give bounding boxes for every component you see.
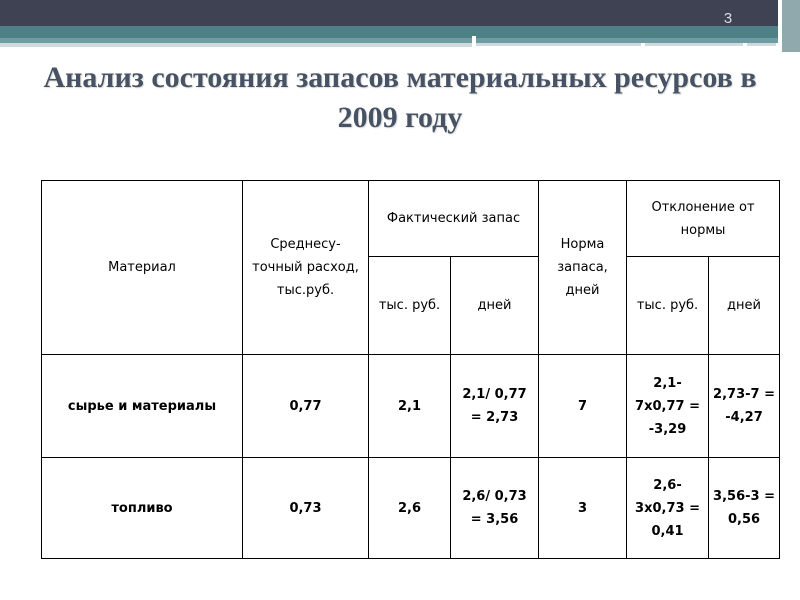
header-divider bbox=[0, 43, 472, 47]
header-material: Материал bbox=[42, 181, 243, 355]
table-header-row bbox=[42, 181, 780, 257]
cell-actual-days: 2,1/ 0,77 = 2,73 bbox=[451, 355, 539, 458]
slide-title: Анализ состояния запасов материальных ресурсов в 2009 году bbox=[43, 61, 757, 134]
cell-dev-days: 2,73-7 = -4,27 bbox=[709, 355, 780, 458]
cell-avg-daily: 0,77 bbox=[243, 355, 369, 458]
table-row bbox=[42, 458, 780, 559]
header-divider bbox=[476, 43, 641, 46]
cell-material: сырье и материалы bbox=[42, 355, 243, 458]
header-deviation: Отклонение от нормы bbox=[627, 181, 780, 257]
stock-analysis-table bbox=[41, 180, 780, 559]
header-divider bbox=[645, 43, 743, 46]
table-row bbox=[42, 355, 780, 458]
cell-dev-rub: 2,6-3x0,73 = 0,41 bbox=[627, 458, 709, 559]
header-actual-rub: тыс. руб. bbox=[369, 257, 451, 355]
header-actual-days: дней bbox=[451, 257, 539, 355]
header-dev-days: дней bbox=[709, 257, 780, 355]
cell-dev-rub: 2,1-7x0,77 = -3,29 bbox=[627, 355, 709, 458]
cell-actual-rub: 2,1 bbox=[369, 355, 451, 458]
header-side-panel bbox=[782, 0, 800, 52]
cell-norm: 7 bbox=[539, 355, 627, 458]
cell-norm: 3 bbox=[539, 458, 627, 559]
slide-number: 3 bbox=[723, 10, 733, 27]
header-dev-rub: тыс. руб. bbox=[627, 257, 709, 355]
header-band-accent bbox=[0, 26, 800, 38]
cell-actual-days: 2,6/ 0,73 = 3,56 bbox=[451, 458, 539, 559]
header-band bbox=[0, 0, 800, 26]
cell-avg-daily: 0,73 bbox=[243, 458, 369, 559]
cell-actual-rub: 2,6 bbox=[369, 458, 451, 559]
cell-material: топливо bbox=[42, 458, 243, 559]
header-actual-stock: Фактический запас bbox=[369, 181, 539, 257]
cell-dev-days: 3,56-3 = 0,56 bbox=[709, 458, 780, 559]
header-gap bbox=[472, 36, 476, 54]
header-divider bbox=[747, 43, 776, 46]
header-norm: Норма запаса, дней bbox=[539, 181, 627, 355]
header-avg-daily: Среднесу-точный расход, тыс.руб. bbox=[243, 181, 369, 355]
